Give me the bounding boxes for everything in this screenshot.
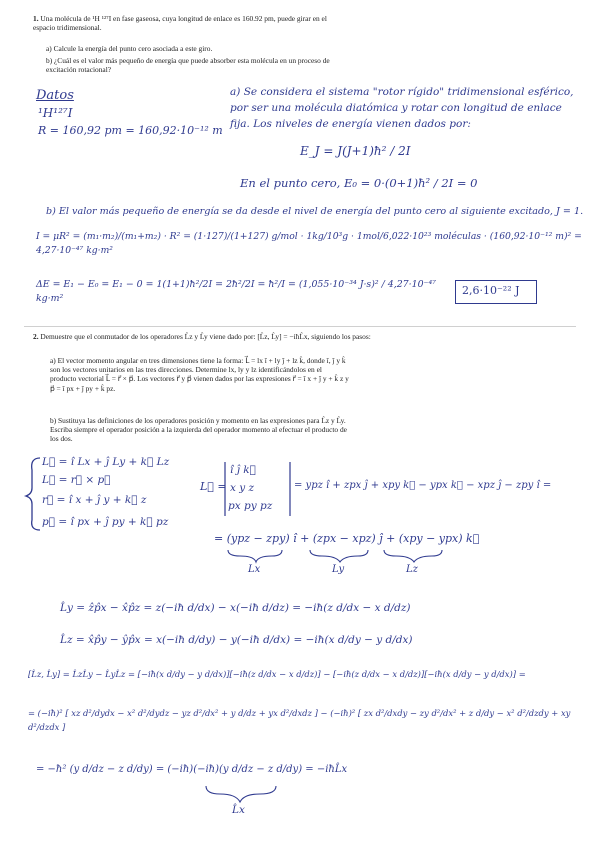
problem-1-part-b: b) ¿Cuál es el valor más pequeño de energía que puede absorber esta molécula en un proceso de excitación rotacional? [46, 56, 330, 75]
label-ly: Ly [332, 564, 345, 575]
underbrace-lz [384, 550, 442, 562]
problem-2-text: Demuestre que el conmutador de los operadores L̂z y L̂y viene dado por: [L̂z, L̂y] = −iħL̂x, siguiendo los pasos: [40, 332, 371, 341]
solution-1b-intro: b) El valor más pequeño de energía se da desde el nivel de energía del punto cero al siguiente excitado, J = 1. [46, 206, 584, 217]
label-lx: Lx [248, 564, 261, 575]
answer-value: 2,6·10⁻²² J [462, 284, 520, 297]
def-l-vector: L⃗ = î Lx + ĵ Ly + k⃗ Lz [42, 456, 170, 468]
solution-1a-intro: a) Se considera el sistema "rotor rígido" tridimensional esférico, por ser una molécula diatómica y rotar con longitud de enlace fija. Los niveles de energía vienen dados por: [230, 86, 574, 130]
zero-point-energy: En el punto cero, E₀ = 0·(0+1)ħ² / 2I = 0 [240, 176, 478, 190]
commutator-expression: [L̂z, L̂y] = L̂zL̂y − L̂yL̂z = [−iħ(x d/dy − y d/dx)][−iħ(z d/dx − x d/dz)] − [−iħ(z d/dx − x d/dz)][−iħ(x d/dy − y d/dx)] = [28, 669, 526, 679]
def-p-vector: p⃗ = î px + ĵ py + k⃗ pz [42, 516, 169, 528]
problem-2-number: 2. [33, 332, 39, 341]
def-r-vector: r⃗ = î x + ĵ y + k⃗ z [42, 494, 147, 506]
underbrace-ly [310, 550, 368, 562]
species-label: ¹H¹²⁷I [38, 106, 73, 120]
energy-difference: ΔE = E₁ − E₀ = E₁ − 0 = 1(1+1)ħ²/2I = 2ħ²/2I = ħ²/I = (1,055·10⁻³⁴ J·s)² / 4,27·10⁻⁴⁷ kg·m² [36, 279, 437, 304]
determinant-lhs: L⃗ = [200, 480, 227, 493]
definitions-brace [26, 458, 40, 530]
problem-1-number: 1. [33, 14, 39, 23]
underbrace-lx [228, 550, 282, 562]
operator-lz: L̂z = x̂p̂y − ŷp̂x = x(−iħ d/dy) − y(−iħ d/dx) = −iħ(x d/dy − y d/dx) [60, 634, 413, 646]
determinant-row-1: î ĵ k⃗ [230, 464, 256, 476]
problem-2-part-b-text: Sustituya las definiciones de los operadores posición y momento en las expresiones para L̂z y L̂y. Escriba siempre el operador posición a la izquierda del operador momento al efectuar el producto de los dos. [50, 416, 347, 444]
determinant-row-2: x y z [230, 482, 255, 494]
def-cross-product: L⃗ = r⃗ × p⃗ [42, 474, 111, 486]
result-label-lx: L̂x [232, 804, 245, 816]
problem-1-part-a-text: Calcule la energía del punto cero asociada a este giro. [53, 44, 213, 53]
problem-1-part-a: a) Calcule la energía del punto cero asociada a este giro. [46, 44, 213, 53]
problem-1-part-b-text: ¿Cuál es el valor más pequeño de energía que puede absorber esta molécula en un proceso de excitación rotacional? [46, 56, 330, 75]
problem-2-part-b: b) Sustituya las definiciones de los operadores posición y momento en las expresiones para L̂z y L̂y. Escriba siempre el operador posición a la izquierda del operador momento al efectuar el producto de los dos. [50, 416, 347, 444]
problem-2-part-a: a) El vector momento angular en tres dimensiones tiene la forma: L⃗ = lx î + ly ĵ + lz k̂, donde î, ĵ y k̂ son los vectores unitarios en las tres direcciones. Determine lx, ly y lz identificándolos en el producto vectorial L⃗ = r⃗ × p⃗. Los vectores r⃗ y p⃗ vienen dados por las expresiones r⃗ = î x + ĵ y + k̂ z y p⃗ = î px + ĵ py + k̂ pz. [50, 356, 349, 393]
determinant-grouped: = (ypz − zpy) î + (zpx − xpz) ĵ + (xpy − ypx) k⃗ [214, 532, 480, 545]
bond-length: R = 160,92 pm = 160,92·10⁻¹² m [38, 124, 223, 137]
moment-of-inertia: I = μR² = (m₁·m₂)/(m₁+m₂) · R² = (1·127)/(1+127) g/mol · 1kg/10³g · 1mol/6,022·10²³ moléculas · (160,92·10⁻¹² m)² = 4,27·10⁻⁴⁷ kg·m² [36, 231, 582, 256]
problem-1-text: Una molécula de ¹H ¹²⁷I en fase gaseosa, cuya longitud de enlace es 160.92 pm, puede girar en el espacio tridimensional. [33, 14, 327, 33]
operator-ly: L̂y = ẑp̂x − x̂p̂z = z(−iħ d/dx) − x(−iħ d/dz) = −iħ(z d/dx − x d/dz) [60, 602, 411, 614]
commutator-expansion: = (−iħ)² [ xz d²/dydx − x² d²/dydz − yz d²/dx² + y d/dz + yx d²/dxdz ] − (−iħ)² [ zx d²/dxdy − zy d²/dx² + z d/dy − x² d²/dzdy + xy d²/dzdx ] [28, 708, 571, 732]
underbrace-result [206, 786, 276, 802]
commutator-result: = −ħ² (y d/dz − z d/dy) = (−iħ)(−iħ)(y d/dz − z d/dy) = −iħL̂x [36, 764, 348, 775]
label-lz: Lz [406, 564, 418, 575]
energy-levels-formula: E_J = J(J+1)ħ² / 2I [300, 144, 411, 158]
determinant-expansion: = ypz î + zpx ĵ + xpy k⃗ − ypx k⃗ − xpz ĵ − zpy î = [294, 480, 552, 491]
determinant-row-3: px py pz [228, 500, 273, 512]
datos-heading: Datos [36, 88, 74, 103]
problem-2-part-a-text: El vector momento angular en tres dimensiones tiene la forma: L⃗ = lx î + ly ĵ + lz k̂, donde î, ĵ y k̂ son los vectores unitarios en las tres direcciones. Determine lx, ly y lz identificándolos en el producto vectorial L⃗ = r⃗ × p⃗. Los vectores r⃗ y p⃗ vienen dados por las expresiones r⃗ = î x + ĵ y + k̂ z y p⃗ = î px + ĵ py + k̂ pz. [50, 356, 349, 393]
